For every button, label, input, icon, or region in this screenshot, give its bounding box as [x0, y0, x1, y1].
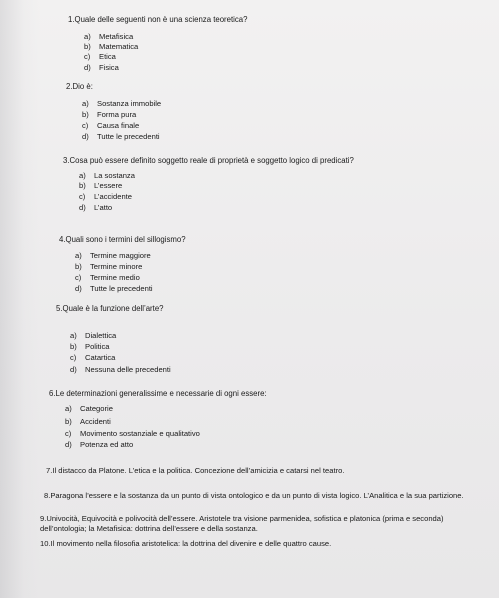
question-2: 2.Dio è:: [66, 82, 93, 91]
open-question-10: 10.Il movimento nella filosofia aristotelica: la dottrina del divenire e delle quattro cause.: [40, 539, 332, 548]
option-3d: d) L’atto: [79, 203, 113, 212]
option-2b: b) Forma pura: [82, 110, 137, 119]
option-4d: d) Tutte le precedenti: [75, 284, 153, 293]
option-1c: c) Etica: [84, 52, 116, 61]
option-1a: a) Metafisica: [84, 32, 134, 41]
option-1d: d) Fisica: [84, 63, 119, 72]
question-4: 4.Quali sono i termini del sillogismo?: [59, 235, 186, 244]
option-3a: a) La sostanza: [79, 171, 135, 180]
option-3b: b) L’essere: [79, 181, 123, 190]
option-2a: a) Sostanza immobile: [82, 99, 162, 108]
option-2c: c) Causa finale: [82, 121, 140, 130]
option-5a: a) Dialettica: [70, 331, 117, 340]
option-2d: d) Tutte le precedenti: [82, 132, 160, 141]
option-4c: c) Termine medio: [75, 273, 140, 282]
question-6: 6.Le determinazioni generalissime e necessarie di ogni essere:: [49, 389, 267, 398]
option-5b: b) Politica: [70, 342, 110, 351]
option-4b: b) Termine minore: [75, 262, 143, 271]
question-1: 1.Quale delle seguenti non è una scienza teoretica?: [68, 15, 248, 24]
open-question-8: 8.Paragona l’essere e la sostanza da un punto di vista ontologico e da un punto di vista logico. L’Analitica e la sua partizione.: [44, 491, 464, 500]
option-1b: b) Matematica: [84, 42, 139, 51]
question-3: 3.Cosa può essere definito soggetto reale di proprietà e soggetto logico di predicati?: [63, 156, 354, 165]
option-3c: c) L’accidente: [79, 192, 132, 201]
page-edge-shadow: [0, 0, 40, 598]
option-6c: c) Movimento sostanziale e qualitativo: [65, 429, 200, 438]
option-6d: d) Potenza ed atto: [65, 440, 134, 449]
option-4a: a) Termine maggiore: [75, 251, 151, 260]
question-5: 5.Quale è la funzione dell’arte?: [56, 304, 164, 313]
option-6a: a) Categorie: [65, 404, 113, 413]
open-question-9: 9.Univocità, Equivocità e polivocità dell’essere. Aristotele tra visione parmenidea, sofistica e platonica (prima e seconda) dell’ontologia; la Metafisica: dottrina dell’essere e della sostanza.: [40, 514, 444, 534]
open-question-7: 7.Il distacco da Platone. L’etica e la politica. Concezione dell’amicizia e catarsi nel teatro.: [46, 466, 345, 475]
option-5d: d) Nessuna delle precedenti: [70, 365, 171, 374]
option-6b: b) Accidenti: [65, 417, 111, 426]
option-5c: c) Catartica: [70, 353, 116, 362]
